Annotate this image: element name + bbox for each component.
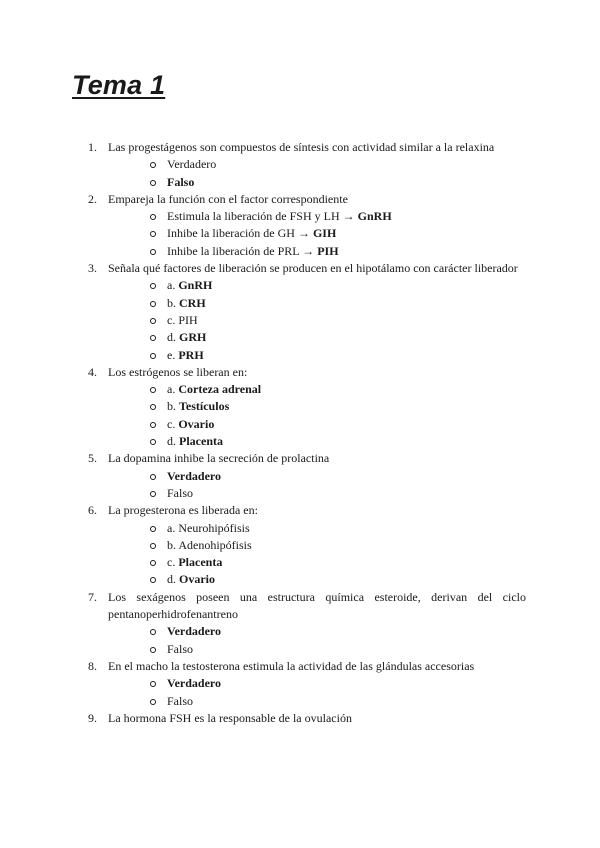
circle-bullet-icon	[150, 249, 156, 255]
question-text: La hormona FSH es la responsable de la ovulación	[108, 710, 352, 725]
question-item	[86, 364, 526, 450]
circle-bullet-icon	[150, 162, 156, 168]
option-text: c. PIH	[167, 312, 198, 327]
correct-answer-text: GnRH	[357, 209, 392, 224]
circle-bullet-icon	[150, 474, 156, 480]
question-text: La progesterona es liberada en:	[108, 503, 258, 518]
option-text: Falso	[167, 641, 194, 656]
question-number: 9.	[88, 710, 97, 725]
circle-bullet-icon	[150, 335, 156, 341]
circle-bullet-icon	[150, 353, 156, 359]
question-number: 2.	[88, 191, 97, 206]
circle-bullet-icon	[150, 491, 156, 497]
answer-option	[144, 295, 526, 312]
correct-answer-text: Placenta	[178, 555, 223, 570]
answer-option	[144, 433, 526, 450]
question-item	[86, 502, 526, 588]
correct-answer-text: GIH	[312, 226, 337, 241]
circle-bullet-icon	[150, 681, 156, 687]
option-text: Inhibe la liberación de PRL →	[167, 243, 318, 258]
question-number: 4.	[88, 364, 97, 379]
answer-option	[144, 225, 526, 242]
option-text: Falso	[167, 693, 194, 708]
question-item	[86, 710, 526, 727]
page-title: Tema 1	[72, 70, 166, 100]
answer-option	[144, 312, 526, 329]
answer-option	[144, 329, 526, 346]
correct-answer-text: Falso	[167, 174, 195, 189]
correct-answer-text: Corteza adrenal	[178, 382, 262, 397]
answer-option	[144, 641, 526, 658]
answer-option	[144, 243, 526, 260]
circle-bullet-icon	[150, 231, 156, 237]
question-text: Empareja la función con el factor correspondiente	[108, 191, 348, 206]
answer-option	[144, 174, 526, 191]
option-text: d.	[167, 572, 179, 587]
question-item	[86, 260, 526, 364]
answer-option	[144, 381, 526, 398]
option-list	[108, 208, 526, 260]
correct-answer-text: GnRH	[178, 278, 213, 293]
correct-answer-text: Verdadero	[167, 676, 221, 691]
circle-bullet-icon	[150, 422, 156, 428]
question-list	[86, 139, 526, 727]
question-number: 6.	[88, 503, 97, 518]
question-number: 7.	[88, 589, 97, 604]
option-text: c.	[167, 416, 179, 431]
question-item	[86, 139, 526, 191]
option-text: a.	[167, 382, 179, 397]
circle-bullet-icon	[150, 439, 156, 445]
option-text: d.	[167, 330, 179, 345]
circle-bullet-icon	[150, 318, 156, 324]
circle-bullet-icon	[150, 404, 156, 410]
circle-bullet-icon	[150, 180, 156, 186]
question-text: Señala qué factores de liberación se producen en el hipotálamo con carácter liberador	[108, 261, 518, 276]
answer-option	[144, 571, 526, 588]
circle-bullet-icon	[150, 301, 156, 307]
answer-option	[144, 693, 526, 710]
question-number: 5.	[88, 451, 97, 466]
circle-bullet-icon	[150, 526, 156, 532]
question-text: En el macho la testosterona estimula la actividad de las glándulas accesorias	[108, 658, 475, 673]
option-text: Falso	[167, 485, 194, 500]
answer-option	[144, 537, 526, 554]
option-text: c.	[167, 555, 179, 570]
correct-answer-text: PRH	[178, 347, 204, 362]
correct-answer-text: PIH	[317, 243, 339, 258]
question-text: La dopamina inhibe la secreción de prolactina	[108, 451, 330, 466]
option-text: a. Neurohipófisis	[167, 520, 250, 535]
answer-option	[144, 416, 526, 433]
answer-option	[144, 675, 526, 692]
option-text: Inhibe la liberación de GH →	[167, 226, 313, 241]
correct-answer-text: GRH	[179, 330, 207, 345]
option-text: b. Adenohipófisis	[167, 537, 252, 552]
question-item	[86, 191, 526, 260]
option-text: d.	[167, 434, 179, 449]
question-number: 8.	[88, 658, 97, 673]
answer-option	[144, 520, 526, 537]
question-text: Los estrógenos se liberan en:	[108, 364, 248, 379]
answer-option	[144, 468, 526, 485]
answer-option	[144, 347, 526, 364]
option-list	[108, 468, 526, 503]
circle-bullet-icon	[150, 214, 156, 220]
answer-option	[144, 398, 526, 415]
option-text: b.	[167, 295, 179, 310]
option-text: b.	[167, 399, 179, 414]
answer-option	[144, 208, 526, 225]
question-number: 1.	[88, 140, 97, 154]
question-item	[86, 589, 526, 658]
circle-bullet-icon	[150, 629, 156, 635]
question-item	[86, 450, 526, 502]
circle-bullet-icon	[150, 560, 156, 566]
question-text: Las progestágenos son compuestos de síntesis con actividad similar a la relaxina	[108, 140, 495, 154]
answer-option	[144, 277, 526, 294]
option-list	[108, 156, 526, 191]
question-item	[86, 658, 526, 710]
option-list	[108, 623, 526, 658]
circle-bullet-icon	[150, 647, 156, 653]
correct-answer-text: CRH	[179, 295, 206, 310]
correct-answer-text: Verdadero	[167, 624, 221, 639]
correct-answer-text: Ovario	[179, 572, 215, 587]
option-text: e.	[167, 347, 179, 362]
option-text: Verdadero	[167, 157, 217, 172]
question-number: 3.	[88, 261, 97, 276]
circle-bullet-icon	[150, 387, 156, 393]
option-list	[108, 277, 526, 363]
option-list	[108, 675, 526, 710]
option-list	[108, 520, 526, 589]
answer-option	[144, 554, 526, 571]
option-list	[108, 381, 526, 450]
circle-bullet-icon	[150, 699, 156, 705]
circle-bullet-icon	[150, 577, 156, 583]
answer-option	[144, 156, 526, 173]
answer-option	[144, 485, 526, 502]
answer-option	[144, 623, 526, 640]
circle-bullet-icon	[150, 283, 156, 289]
circle-bullet-icon	[150, 543, 156, 549]
correct-answer-text: Verdadero	[167, 468, 221, 483]
question-text: Los sexágenos poseen una estructura química esteroide, derivan del ciclo pentanoperhidrofenantreno	[108, 589, 526, 622]
option-text: Estimula la liberación de FSH y LH →	[167, 209, 358, 224]
correct-answer-text: Ovario	[178, 416, 215, 431]
option-text: a.	[167, 278, 179, 293]
correct-answer-text: Placenta	[179, 434, 223, 449]
correct-answer-text: Testículos	[179, 399, 230, 414]
